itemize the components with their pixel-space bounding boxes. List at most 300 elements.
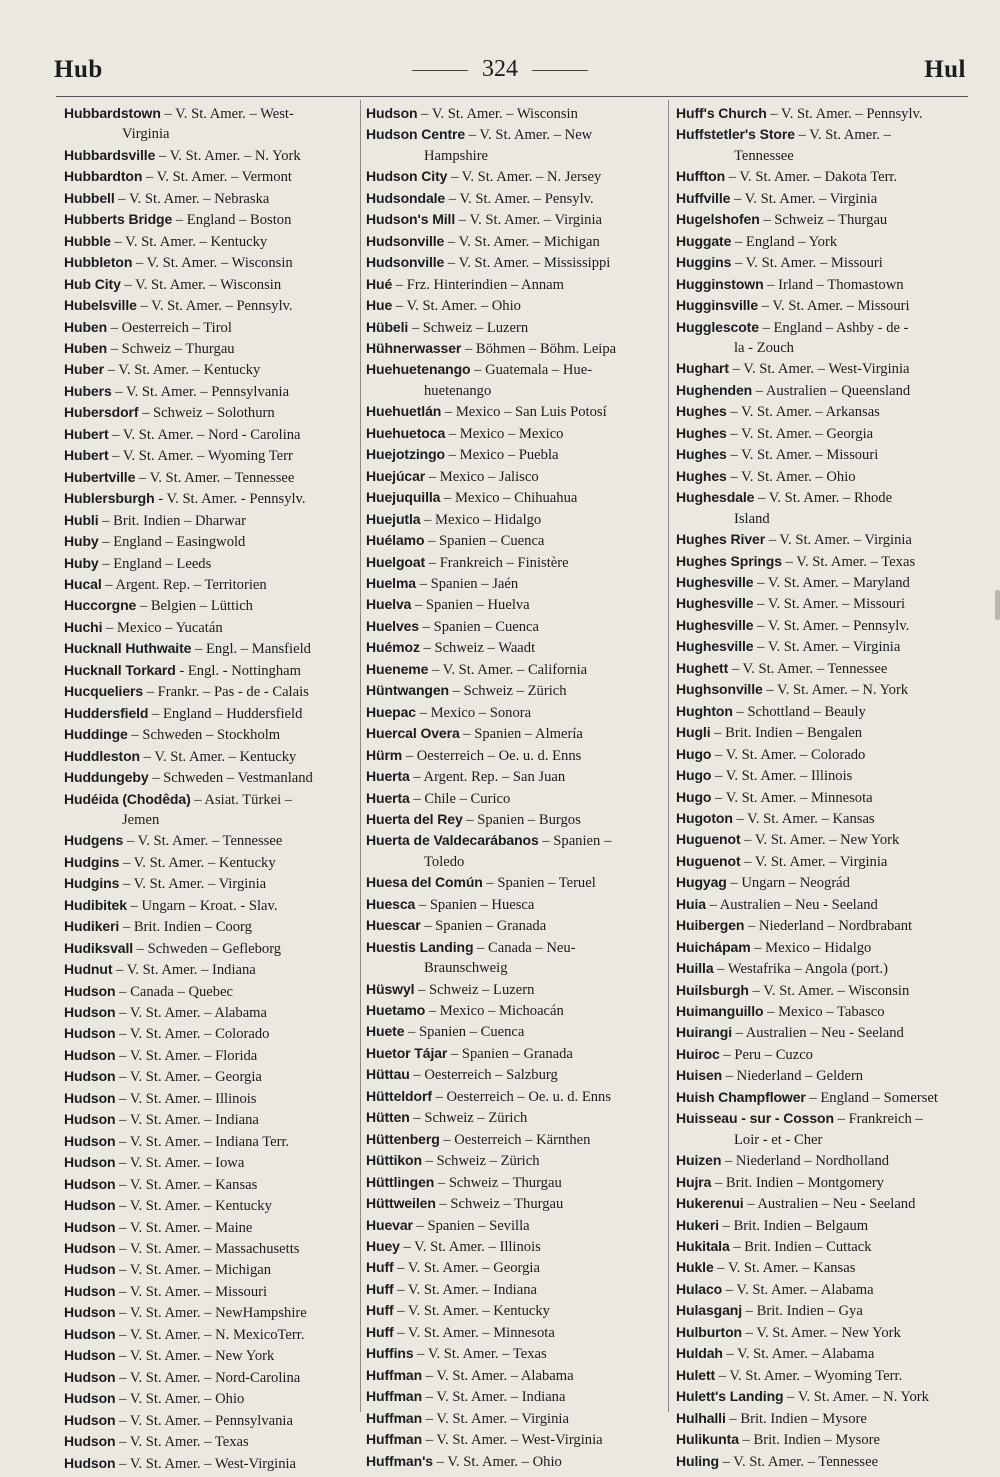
entry-location: – Argent. Rep. – San Juan — [409, 769, 566, 786]
entry-location: – V. St. Amer. – Missouri — [731, 255, 883, 272]
gazetteer-entry — [366, 444, 662, 465]
gazetteer-entry — [676, 358, 972, 379]
gazetteer-entry — [676, 701, 972, 722]
entry-location: – Chile – Curico — [409, 790, 511, 807]
entry-location: – V. St. Amer. – West-Virginia — [115, 1455, 297, 1472]
entry-location: – Schweiz – Luzern — [408, 319, 529, 336]
entry-location: – Westafrika – Angola (port.) — [713, 961, 888, 978]
gazetteer-entry — [366, 1150, 662, 1171]
entry-location: – Spanien – Huesca — [415, 896, 535, 913]
entry-headword: Huber — [64, 361, 104, 378]
gazetteer-entry — [64, 381, 358, 402]
entry-location: – Schweiz – Thurgau — [435, 1196, 564, 1213]
gazetteer-entry — [676, 423, 972, 444]
entry-headword: Hudson — [64, 1368, 116, 1385]
entry-location: – England – Ashby - de - — [758, 319, 909, 336]
gazetteer-entry — [366, 530, 662, 551]
gazetteer-entry — [366, 1193, 662, 1214]
entry-headword: Hucal — [64, 575, 102, 592]
entry-headword: Huetamo — [366, 1002, 426, 1019]
gazetteer-entry — [64, 1088, 358, 1109]
entry-headword: Hudson — [64, 1089, 116, 1106]
entry-location: – V. St. Amer. – Virginia — [455, 212, 602, 229]
entry-location: – V. St. Amer. – Pensylv. — [445, 190, 594, 207]
entry-location: – Oesterreich – Salzburg — [409, 1067, 558, 1084]
entry-location: – Australien – Neu - Seeland — [731, 1025, 904, 1042]
entry-location: – Spanien – Almería — [459, 726, 583, 743]
gazetteer-entry — [366, 979, 662, 1000]
entry-location: – Spanien – Huelva — [411, 597, 530, 614]
gazetteer-entry — [366, 637, 662, 658]
gazetteer-entry — [64, 1045, 358, 1066]
gazetteer-entry — [676, 401, 972, 422]
gazetteer-entry — [366, 1300, 662, 1321]
gazetteer-entry — [64, 703, 358, 724]
entry-location: – V. St. Amer. – Indiana — [422, 1389, 566, 1406]
gazetteer-entry — [676, 658, 972, 679]
gazetteer-entry — [64, 1281, 358, 1302]
page-edge-mark — [995, 590, 1000, 620]
entry-headword: Huddinge — [64, 726, 128, 743]
entry-location: – V. St. Amer. – Nord - Carolina — [108, 426, 301, 443]
entry-headword: Huelves — [366, 617, 419, 634]
entry-headword: Hugli — [676, 724, 711, 741]
entry-headword: Hukle — [676, 1259, 714, 1276]
gazetteer-entry — [676, 1087, 972, 1108]
entry-headword: Hütten — [366, 1109, 410, 1126]
entry-columns — [0, 103, 1000, 1472]
entry-headword: Hubelsville — [64, 297, 137, 314]
entry-headword: Hukitala — [676, 1238, 730, 1255]
gazetteer-entry — [366, 809, 662, 830]
entry-location: – England – Huddersfield — [148, 705, 303, 722]
gazetteer-entry — [64, 1410, 358, 1431]
gazetteer-entry — [366, 423, 662, 444]
gazetteer-entry — [64, 145, 358, 166]
entry-headword: Huldah — [676, 1345, 723, 1362]
entry-location: – V. St. Amer. – Illinois — [115, 1090, 257, 1107]
entry-location: – V. St. Amer. – Kentucky — [140, 748, 297, 765]
entry-location: – Spanien – Cuenca — [424, 533, 545, 550]
entry-headword: Huelgoat — [366, 553, 426, 570]
entry-location: – V. St. Amer. – Ohio — [115, 1391, 245, 1408]
entry-continuation-text: Virginia — [122, 126, 170, 143]
entry-headword: Hütteldorf — [366, 1087, 432, 1104]
entry-location: – V. St. Amer. – Pennsylv. — [766, 106, 923, 122]
entry-headword: Huibergen — [676, 917, 745, 934]
entry-headword: Huffins — [366, 1345, 414, 1362]
entry-headword: Hubberts Bridge — [64, 211, 173, 228]
entry-headword: Huffman — [366, 1388, 423, 1405]
entry-headword: Hughes Springs — [676, 552, 782, 569]
gazetteer-entry — [64, 252, 358, 273]
gazetteer-entry — [64, 789, 358, 810]
entry-headword: Hugginsville — [676, 297, 759, 314]
entry-headword: Hubble — [64, 232, 111, 249]
gazetteer-entry — [64, 359, 358, 380]
gazetteer-entry — [64, 1388, 358, 1409]
gazetteer-entry — [676, 529, 972, 550]
entry-headword: Huddersfield — [64, 704, 149, 721]
entry-headword: Hudsonville — [366, 232, 445, 249]
entry-continuation-text: Island — [734, 510, 770, 527]
entry-headword: Huff — [366, 1280, 394, 1297]
gazetteer-entry — [64, 852, 358, 873]
entry-location: – V. St. Amer. – New York — [740, 832, 900, 849]
entry-location: – V. St. Amer. – N. Jersey — [447, 169, 602, 186]
entry-headword: Hudson — [366, 105, 418, 121]
entry-headword: Hulburton — [676, 1323, 742, 1340]
entry-location: – Schweiz – Zürich — [449, 683, 567, 700]
entry-location: – V. St. Amer. – Michigan — [444, 233, 600, 250]
entry-location: – V. St. Amer. – Missouri — [726, 447, 879, 464]
entry-headword: Hubert — [64, 447, 109, 464]
entry-continuation-text: Jemen — [122, 811, 160, 828]
gazetteer-entry — [366, 552, 662, 573]
gazetteer-entry — [676, 744, 972, 765]
entry-location: – V. St. Amer. – Illinois — [399, 1239, 541, 1256]
entry-continuation-text: Tennessee — [734, 147, 794, 164]
gazetteer-entry — [64, 1195, 358, 1216]
entry-location: – Canada – Quebec — [115, 983, 234, 1000]
entry-location: – V. St. Amer. – West-Virginia — [422, 1432, 603, 1449]
gazetteer-entry — [676, 1108, 972, 1129]
entry-headword: Hublersburgh — [64, 490, 155, 507]
gazetteer-entry — [64, 1324, 358, 1345]
gazetteer-entry — [676, 1001, 972, 1022]
entry-location: – England – Boston — [172, 212, 292, 229]
entry-headword: Hüttlingen — [366, 1173, 435, 1190]
entry-location: – Australien – Neu - Seeland — [743, 1196, 916, 1213]
gazetteer-entry — [676, 188, 972, 209]
entry-location: – V. St. Amer. – Kentucky — [115, 1198, 272, 1215]
gazetteer-entry — [64, 873, 358, 894]
entry-headword: Hubbleton — [64, 254, 133, 271]
entry-headword: Hudson — [64, 1154, 116, 1171]
entry-location: – V. St. Amer. – Wisconsin — [748, 982, 910, 999]
gazetteer-entry — [676, 1365, 972, 1386]
entry-headword: Huélamo — [366, 532, 425, 549]
entry-headword: Huby — [64, 533, 99, 550]
gazetteer-entry — [366, 509, 662, 530]
entry-location: – Spanien – Burgos — [462, 811, 581, 828]
entry-headword: Huffville — [676, 189, 731, 206]
entry-headword: Huia — [676, 895, 706, 912]
gazetteer-entry — [64, 746, 358, 767]
entry-location: – Mexico – Chihuahua — [440, 490, 578, 507]
gazetteer-entry — [676, 252, 972, 273]
entry-headword: Hub City — [64, 275, 121, 292]
entry-headword: Hudsonville — [366, 254, 445, 271]
entry-location: – V. St. Amer. – Virginia — [740, 853, 888, 870]
gazetteer-entry — [366, 209, 662, 230]
entry-headword: Hujra — [676, 1173, 712, 1190]
gazetteer-entry — [64, 510, 358, 531]
entry-continuation-text: la - Zouch — [734, 339, 794, 356]
gazetteer-entry — [676, 851, 972, 872]
gazetteer-entry — [676, 679, 972, 700]
entry-location: – V. St. Amer. – Ohio — [726, 468, 856, 485]
entry-headword: Hudikeri — [64, 918, 120, 935]
entry-headword: Huesa del Común — [366, 874, 483, 891]
entry-headword: Huff's Church — [676, 105, 767, 121]
entry-headword: Hughett — [676, 659, 729, 676]
entry-headword: Hudson — [64, 1304, 116, 1321]
entry-headword: Huchi — [64, 618, 103, 635]
gazetteer-entry — [366, 1236, 662, 1257]
entry-location: – V. St. Amer. – Ohio — [433, 1453, 562, 1470]
entry-headword: Hughenden — [676, 381, 753, 398]
entry-headword: Hudson — [64, 1218, 116, 1235]
entry-location: – Mexico – Jalisco — [425, 468, 539, 485]
entry-location: – V. St. Amer. – Texas — [115, 1434, 249, 1451]
gazetteer-entry — [64, 1217, 358, 1238]
entry-location: – V. St. Amer. – Missouri — [115, 1283, 268, 1300]
gazetteer-entry — [366, 1279, 662, 1300]
entry-continuation — [366, 852, 662, 872]
gazetteer-entry — [64, 1109, 358, 1130]
gazetteer-entry — [64, 1453, 358, 1474]
gazetteer-entry — [64, 638, 358, 659]
entry-location: – V. St. Amer. – Michigan — [115, 1262, 272, 1279]
entry-headword: Hugyag — [676, 874, 727, 891]
entry-headword: Hugo — [676, 745, 712, 762]
entry-headword: Huetor Tájar — [366, 1044, 448, 1061]
entry-headword: Hubbardstown — [64, 105, 161, 121]
entry-headword: Huguenot — [676, 831, 741, 848]
gazetteer-entry — [676, 958, 972, 979]
gazetteer-entry — [366, 594, 662, 615]
entry-headword: Huiroc — [676, 1045, 720, 1062]
gazetteer-entry — [676, 551, 972, 572]
gazetteer-entry — [366, 659, 662, 680]
gazetteer-entry — [676, 380, 972, 401]
entry-location: – England – Easingwold — [98, 534, 246, 551]
gazetteer-entry — [676, 487, 972, 508]
entry-location: – V. St. Amer. – — [794, 127, 891, 144]
gazetteer-entry — [366, 1021, 662, 1042]
gazetteer-entry — [366, 166, 662, 187]
gazetteer-entry — [676, 1065, 972, 1086]
gazetteer-entry — [366, 487, 662, 508]
entry-headword: Huilla — [676, 960, 714, 977]
gazetteer-entry — [64, 274, 358, 295]
entry-location: – Australien – Neu - Seeland — [705, 896, 878, 913]
entry-headword: Huey — [366, 1238, 400, 1255]
entry-headword: Huggins — [676, 254, 732, 271]
entry-headword: Hucknall Huthwaite — [64, 640, 192, 657]
entry-location: – Schweden – Gefleborg — [133, 940, 282, 957]
entry-headword: Hudson — [64, 1025, 116, 1042]
entry-location: – Spanien – Jaén — [415, 575, 519, 592]
entry-continuation-text: Hampshire — [424, 147, 489, 164]
gazetteer-entry — [366, 702, 662, 723]
entry-location: – V. St. Amer. – Alabama — [722, 1346, 875, 1363]
entry-headword: Huerta — [366, 789, 410, 806]
entry-headword: Hudson City — [366, 168, 448, 185]
gazetteer-entry — [366, 1257, 662, 1278]
entry-continuation — [366, 958, 662, 978]
entry-location: - Engl. - Nottingham — [175, 662, 301, 679]
entry-headword: Huelma — [366, 574, 416, 591]
entry-headword: Hue — [366, 297, 393, 314]
header-rule-right — [532, 70, 588, 71]
entry-location: – V. St. Amer. – Minnesota — [393, 1324, 555, 1341]
entry-headword: Huelva — [366, 596, 412, 613]
entry-headword: Huizen — [676, 1152, 722, 1169]
gazetteer-entry — [366, 1172, 662, 1193]
entry-headword: Hucknall Torkard — [64, 661, 176, 678]
entry-headword: Hukeri — [676, 1216, 719, 1233]
entry-location: – V. St. Amer. – Virginia — [753, 639, 901, 656]
entry-location: – V. St. Amer. – Tennessee — [135, 469, 295, 486]
gazetteer-entry — [366, 894, 662, 915]
entry-location: – Schweiz – Thurgau — [434, 1174, 562, 1191]
gazetteer-entry — [366, 124, 662, 145]
entry-headword: Huescar — [366, 917, 421, 934]
entry-location: – V. St. Amer. – Illinois — [711, 768, 853, 785]
entry-headword: Hugelshofen — [676, 211, 760, 228]
entry-continuation-text: Toledo — [424, 853, 465, 870]
gazetteer-entry — [676, 209, 972, 230]
gazetteer-entry — [64, 1238, 358, 1259]
gazetteer-entry — [64, 1367, 358, 1388]
entry-headword: Hubert — [64, 425, 109, 442]
entry-headword: Hudibitek — [64, 896, 127, 913]
gazetteer-entry — [64, 1152, 358, 1173]
entry-headword: Hugo — [676, 767, 712, 784]
entry-location: – England – York — [731, 233, 838, 250]
entry-headword: Huisseau - sur - Cosson — [676, 1110, 834, 1127]
entry-headword: Hudson — [64, 1454, 116, 1471]
entry-location: – Ungarn – Kroat. - Slav. — [126, 897, 278, 914]
entry-location: – Schweden – Vestmanland — [148, 770, 313, 787]
entry-headword: Huerta del Rey — [366, 810, 463, 827]
entry-headword: Huff — [366, 1302, 394, 1319]
entry-location: – V. St. Amer. – Georgia — [393, 1260, 540, 1277]
entry-continuation-text: Loir - et - Cher — [734, 1131, 823, 1148]
gazetteer-entry — [64, 981, 358, 1002]
gazetteer-entry — [366, 1215, 662, 1236]
entry-location: – V. St. Amer. – Georgia — [115, 1069, 262, 1086]
entry-location: – V. St. Amer. – Mississippi — [444, 255, 611, 272]
gazetteer-entry — [676, 808, 972, 829]
entry-location: – V. St. Amer. – Arkansas — [726, 404, 880, 421]
entry-headword: Hubbardsville — [64, 146, 156, 163]
entry-headword: Huehuetoca — [366, 424, 446, 441]
entry-location: – V. St. Amer. – Texas — [413, 1346, 547, 1363]
gazetteer-entry — [366, 915, 662, 936]
gazetteer-entry — [676, 1279, 972, 1300]
gazetteer-entry — [676, 1236, 972, 1257]
entry-location: – V. St. Amer. – Alabama — [722, 1281, 874, 1298]
entry-location: – V. St. Amer. – Virginia — [765, 532, 912, 549]
gazetteer-entry — [64, 574, 358, 595]
entry-headword: Hürm — [366, 746, 403, 763]
entry-headword: Hudson — [64, 1004, 116, 1021]
entry-location: – Schweiz – Luzern — [414, 981, 535, 998]
entry-headword: Huddleston — [64, 747, 140, 764]
gazetteer-entry — [64, 1066, 358, 1087]
gazetteer-entry — [366, 1343, 662, 1364]
entry-headword: Huevar — [366, 1216, 413, 1233]
entry-location: – V. St. Amer. – Georgia — [726, 425, 874, 442]
entry-headword: Hughart — [676, 360, 729, 377]
entry-location: – V. St. Amer. – Ohio — [392, 298, 521, 315]
gazetteer-entry — [676, 1257, 972, 1278]
entry-location: – V. St. Amer. – Massachusetts — [115, 1241, 300, 1258]
gazetteer-entry — [64, 1302, 358, 1323]
entry-headword: Hughesville — [676, 616, 754, 633]
gazetteer-entry — [676, 787, 972, 808]
entry-location: – Niederland – Nordbrabant — [744, 918, 913, 935]
entry-headword: Hughesdale — [676, 489, 755, 506]
gazetteer-entry — [64, 188, 358, 209]
entry-location: – Engl. – Mansfield — [191, 641, 311, 658]
gazetteer-entry — [366, 466, 662, 487]
entry-location: - V. St. Amer. - Pennsylv. — [154, 491, 306, 508]
entry-location: – Niederland – Nordholland — [721, 1153, 890, 1170]
entry-continuation-text: Braunschweig — [424, 960, 508, 977]
gazetteer-entry — [676, 231, 972, 252]
entry-headword: Huesca — [366, 895, 416, 912]
gazetteer-entry — [676, 1343, 972, 1364]
entry-headword: Huejuquilla — [366, 489, 441, 506]
entry-continuation — [676, 509, 972, 529]
entry-headword: Huejotzingo — [366, 446, 445, 463]
header-right-guideword: Hul — [924, 56, 966, 83]
entry-location: – V. St. Amer. – Missouri — [753, 596, 905, 613]
entry-location: – Brit. Indien – Gya — [742, 1303, 863, 1320]
entry-headword: Huisen — [676, 1067, 723, 1084]
entry-location: – V. St. Amer. – Tennessee — [718, 1453, 879, 1470]
gazetteer-entry — [64, 1431, 358, 1452]
entry-headword: Huimanguillo — [676, 1003, 764, 1020]
gazetteer-entry — [366, 317, 662, 338]
gazetteer-entry — [366, 359, 662, 380]
header-divider — [56, 96, 968, 97]
entry-location: – Schweiz – Solothurn — [138, 405, 275, 422]
entry-location: – Mexico – Mexico — [445, 425, 564, 442]
gazetteer-entry — [64, 1345, 358, 1366]
gazetteer-entry — [676, 444, 972, 465]
entry-location: – Brit. Indien – Dharwar — [98, 512, 247, 529]
entry-headword: Hughes — [676, 424, 727, 441]
gazetteer-entry — [64, 681, 358, 702]
entry-location: – Frankr. – Pas - de - Calais — [143, 684, 309, 701]
entry-location: – V. St. Amer. – N. York — [783, 1389, 929, 1406]
entry-location: – Schweiz – Waadt — [419, 640, 536, 657]
entry-location: – Brit. Indien – Montgomery — [711, 1174, 884, 1191]
entry-headword: Huepac — [366, 703, 416, 720]
entry-location: – Mexico – San Luis Potosí — [441, 404, 607, 421]
entry-headword: Huffman — [366, 1431, 423, 1448]
gazetteer-entry — [366, 1107, 662, 1128]
entry-location: – Mexico – Hidalgo — [750, 939, 872, 956]
entry-location: – Asiat. Türkei – — [190, 791, 293, 808]
entry-location: – V. St. Amer. – Virginia — [730, 190, 878, 207]
entry-location: – Schweden – Stockholm — [127, 727, 281, 744]
entry-headword: Hubbell — [64, 189, 115, 206]
entry-location: – V. St. Amer. – Maine — [115, 1219, 253, 1236]
entry-location: – Schweiz – Thurgau — [107, 340, 235, 357]
gazetteer-entry — [64, 830, 358, 851]
gazetteer-entry — [366, 788, 662, 809]
gazetteer-entry — [676, 765, 972, 786]
entry-location: – Böhmen – Böhm. Leipa — [461, 340, 617, 357]
entry-location: – Mexico – Yucatán — [102, 619, 223, 636]
entry-headword: Hudson — [64, 1282, 116, 1299]
